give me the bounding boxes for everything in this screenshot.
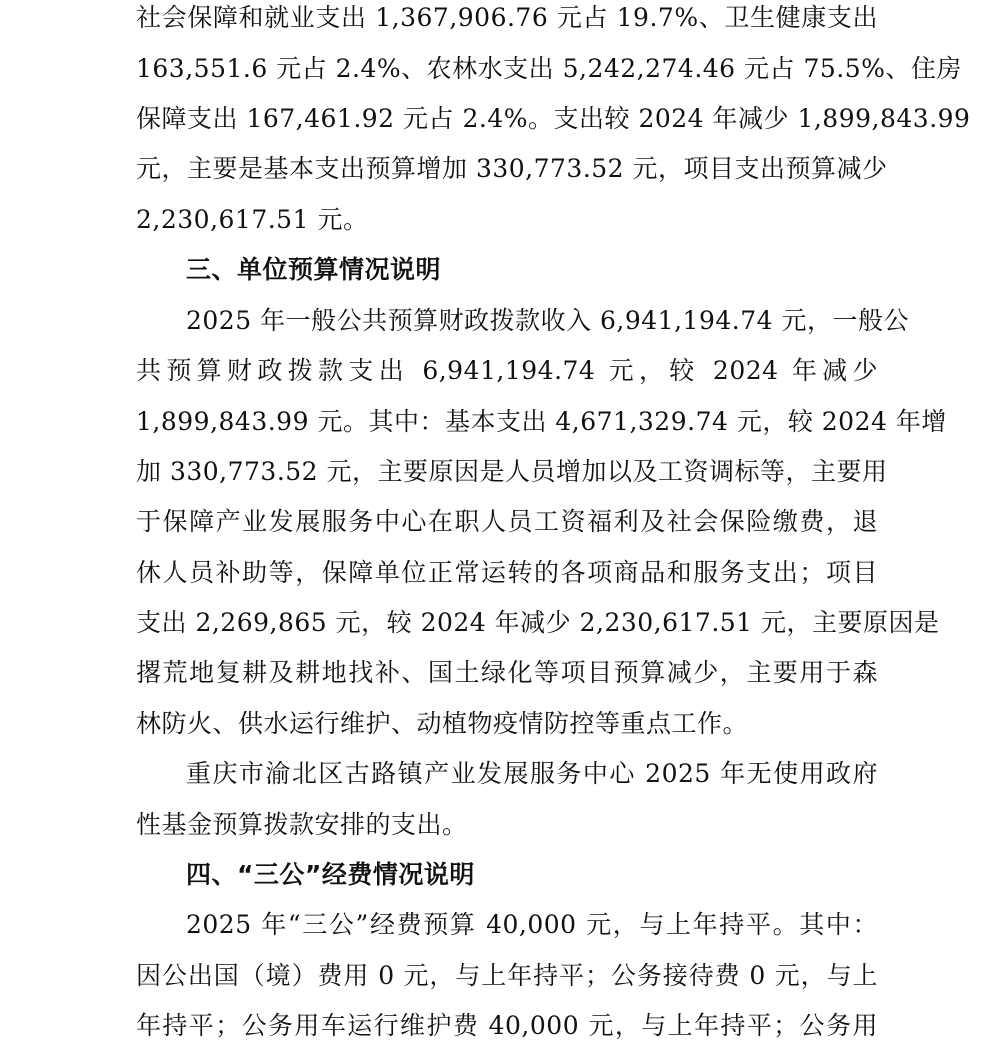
- para2-line-7: 支出 2,269,865 元，较 2024 年减少 2,230,617.51 元，主要原因是: [136, 608, 940, 637]
- para2-line-5: 于保障产业发展服务中心在职人员工资福利及社会保险缴费，退: [136, 507, 878, 536]
- para3-line-2: 性基金预算拨款安排的支出。: [136, 810, 468, 839]
- para2-line-4: 加 330,773.52 元，主要原因是人员增加以及工资调标等，主要用: [136, 457, 888, 486]
- section-heading-3: 三、单位预算情况说明: [186, 255, 442, 284]
- para1-line-3: 保障支出 167,461.92 元占 2.4%。支出较 2024 年减少 1,899,843.99: [136, 104, 971, 133]
- para2-line-6: 休人员补助等，保障单位正常运转的各项商品和服务支出；项目: [136, 558, 878, 587]
- para4-line-1: 2025 年“三公”经费预算 40,000 元，与上年持平。其中：: [186, 910, 878, 939]
- para1-line-4: 元，主要是基本支出预算增加 330,773.52 元，项目支出预算减少: [136, 154, 888, 183]
- para2-line-1: 2025 年一般公共预算财政拨款收入 6,941,194.74 元，一般公: [186, 306, 909, 335]
- para3-line-1: 重庆市渝北区古路镇产业发展服务中心 2025 年无使用政府: [186, 759, 878, 788]
- para1-line-2: 163,551.6 元占 2.4%、农林水支出 5,242,274.46 元占 75.5%、住房: [136, 54, 962, 83]
- section-heading-4: 四、“三公”经费情况说明: [186, 860, 475, 889]
- para2-line-8: 撂荒地复耕及耕地找补、国土绿化等项目预算减少，主要用于森: [136, 658, 878, 687]
- para1-line-5: 2,230,617.51 元。: [136, 205, 369, 234]
- para2-line-9: 林防火、供水运行维护、动植物疫情防控等重点工作。: [136, 709, 749, 738]
- para4-line-3: 年持平；公务用车运行维护费 40,000 元，与上年持平；公务用: [136, 1011, 878, 1040]
- para2-line-3: 1,899,843.99 元。其中：基本支出 4,671,329.74 元，较 2024 年增: [136, 407, 947, 436]
- para2-line-2: 共预算财政拨款支出 6,941,194.74 元，较 2024 年减少: [136, 356, 878, 385]
- para1-line-1: 社会保障和就业支出 1,367,906.76 元占 19.7%、卫生健康支出: [136, 3, 878, 32]
- para4-line-2: 因公出国（境）费用 0 元，与上年持平；公务接待费 0 元，与上: [136, 961, 878, 990]
